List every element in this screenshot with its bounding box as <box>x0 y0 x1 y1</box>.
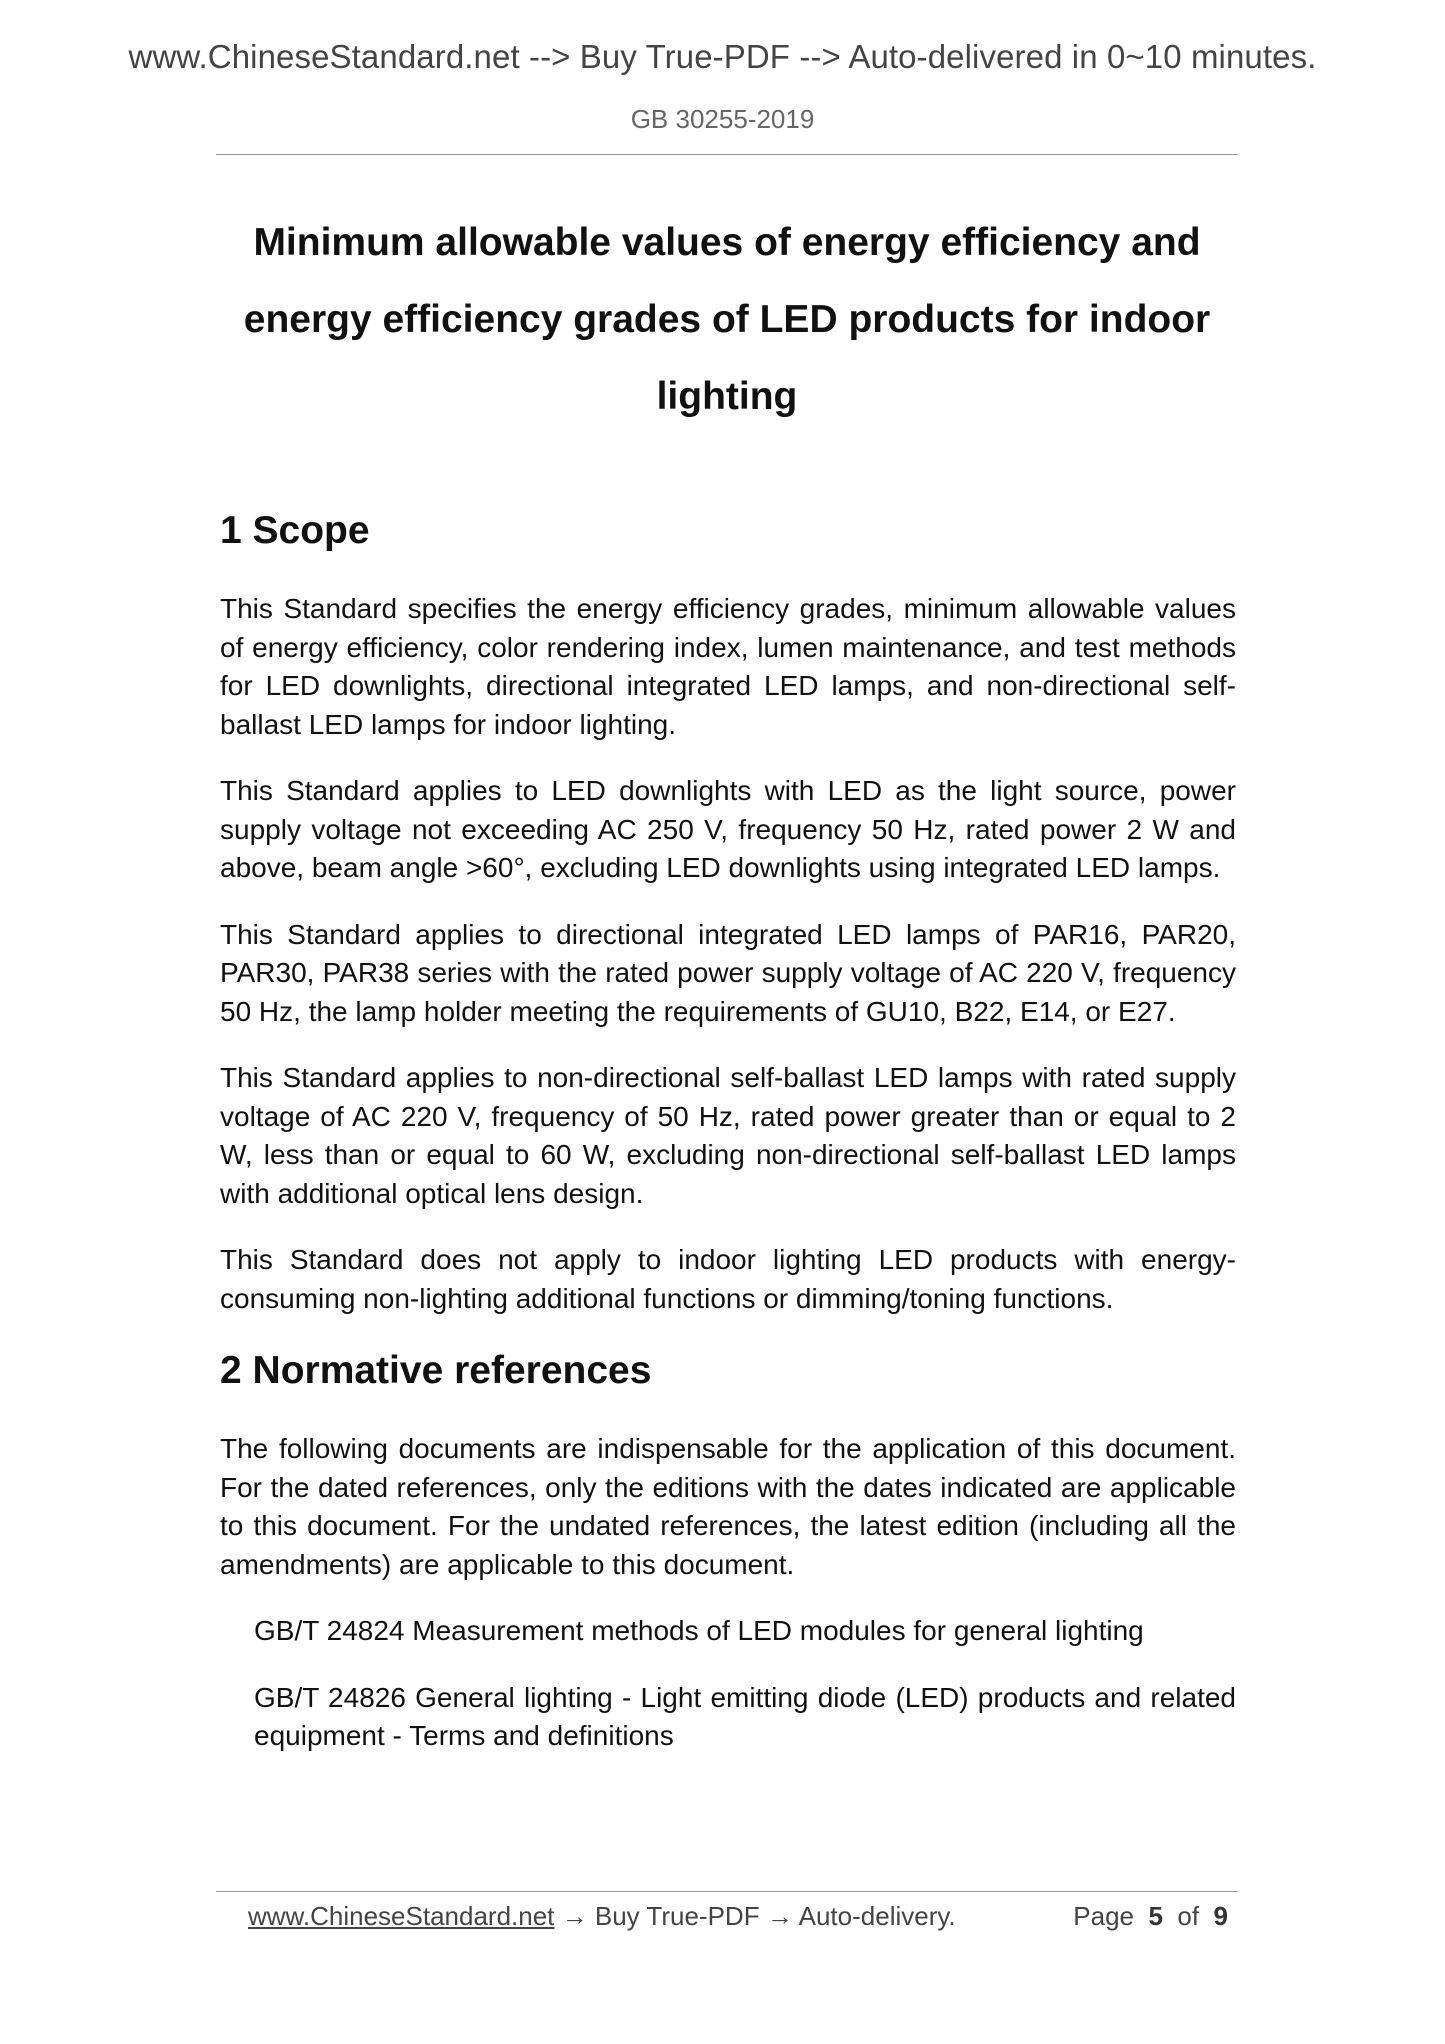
scope-paragraph-3: This Standard applies to directional integrated LED lamps of PAR16, PAR20, PAR30, PAR38 series with the rated power supply voltage of AC 220 V, frequency 50 Hz, the lamp holder meeting the requirements of GU10, B22, E14, or E27. <box>220 918 1236 1027</box>
page-total: 9 <box>1213 1901 1228 1931</box>
footer-site-link[interactable]: www.ChineseStandard.net <box>248 1901 555 1931</box>
top-banner: www.ChineseStandard.net --> Buy True-PDF --> Auto-delivered in 0~10 minutes. <box>128 38 1317 75</box>
reference-item: GB/T 24826 General lighting - Light emitting diode (LED) products and related equipment - Terms and definitions <box>254 1681 1236 1751</box>
scope-paragraph-1: This Standard specifies the energy efficiency grades, minimum allowable values of energy efficiency, color rendering index, lumen maintenance, and test methods for LED downlights, directional integrated LED lamps, and non-directional self-ballast LED lamps for indoor lighting. <box>220 593 1236 740</box>
arrow-right-icon: → <box>561 1901 588 1931</box>
page-of-label: of <box>1177 1901 1200 1931</box>
page-footer <box>248 1901 1228 1932</box>
page-number <box>1073 1901 1228 1932</box>
normative-references-heading: 2 Normative references <box>220 1349 652 1392</box>
standard-code: GB 30255-2019 <box>630 104 815 134</box>
page-label: Page <box>1073 1901 1135 1931</box>
title-line-1: Minimum allowable values of energy efficiency and <box>253 221 1201 264</box>
page-current: 5 <box>1148 1901 1163 1931</box>
title-line-2: energy efficiency grades of LED products for indoor <box>243 298 1211 341</box>
scope-paragraph-4: This Standard applies to non-directional self-ballast LED lamps with rated supply voltage of AC 220 V, frequency of 50 Hz, rated power greater than or equal to 2 W, less than or equal to 60 W, excluding non-directional self-ballast LED lamps with additional optical lens design. <box>220 1062 1236 1209</box>
footer-buy-text: Buy True-PDF <box>594 1901 760 1931</box>
scope-paragraph-5: This Standard does not apply to indoor lighting LED products with energy-consuming non-lighting additional functions or dimming/toning functions. <box>220 1244 1236 1314</box>
references-paragraph: The following documents are indispensable for the application of this document. For the dated references, only the editions with the dates indicated are applicable to this document. For the undated references, the latest edition (including all the amendments) are applicable to this document. <box>220 1433 1236 1580</box>
header-divider <box>216 154 1238 155</box>
scope-heading: 1 Scope <box>220 509 370 552</box>
footer-divider <box>216 1891 1238 1892</box>
arrow-right-icon: → <box>766 1901 793 1931</box>
document-title <box>216 204 1238 435</box>
footer-delivery-text: Auto-delivery. <box>798 1901 956 1931</box>
reference-item: GB/T 24824 Measurement methods of LED modules for general lighting <box>254 1615 1144 1646</box>
document-body <box>220 506 1236 1784</box>
title-line-3: lighting <box>656 375 798 418</box>
scope-paragraph-2: This Standard applies to LED downlights with LED as the light source, power supply voltage not exceeding AC 250 V, frequency 50 Hz, rated power 2 W and above, beam angle >60°, excluding LED downlights using integrated LED lamps. <box>220 775 1236 883</box>
